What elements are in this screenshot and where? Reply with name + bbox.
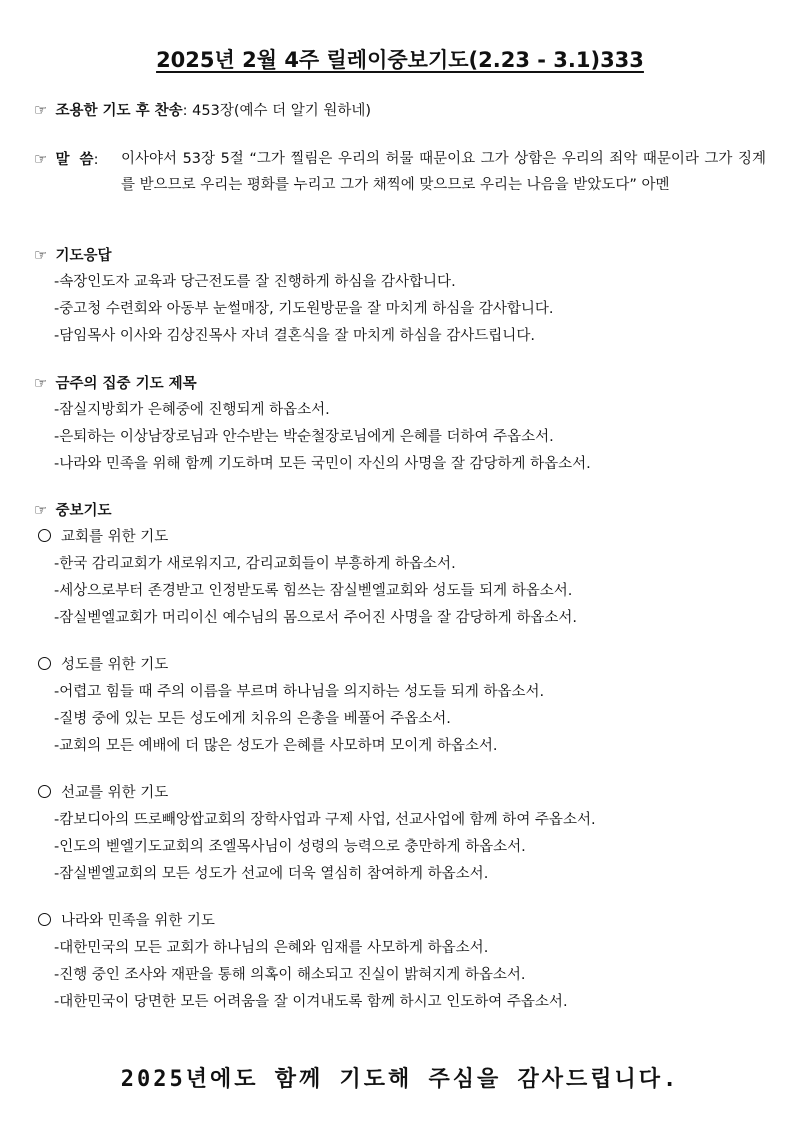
page-title: 2025년 2월 4주 릴레이중보기도(2.23 - 3.1)333	[156, 48, 644, 72]
hymn-label: 조용한 기도 후 찬송	[55, 103, 183, 119]
list-item: -어렵고 힘들 때 주의 이름을 부르며 하나님을 의지하는 성도들 되게 하옵소서.	[54, 684, 545, 700]
list-item: -한국 감리교회가 새로워지고, 감리교회들이 부흥하게 하옵소서.	[54, 556, 456, 572]
pointing-hand-icon: ☞	[34, 246, 48, 264]
section-title-saints: 성도를 위한 기도	[38, 655, 168, 675]
pointing-hand-icon: ☞	[34, 150, 48, 168]
scripture-label: 말 씀	[55, 152, 94, 168]
list-item: -대한민국의 모든 교회가 하나님의 은혜와 임재를 사모하게 하옵소서.	[54, 940, 489, 956]
scripture-label-line: ☞ 말 씀:	[34, 150, 99, 168]
pointing-hand-icon: ☞	[34, 101, 48, 119]
hymn-line	[34, 100, 371, 121]
circle-bullet-icon	[38, 913, 51, 926]
circle-bullet-icon	[38, 529, 51, 542]
list-item: -잠실벧엘교회가 머리이신 예수님의 몸으로서 주어진 사명을 잘 감당하게 하옵소서.	[54, 610, 577, 626]
section-title-mission: 선교를 위한 기도	[38, 783, 168, 803]
list-item: -교회의 모든 예배에 더 많은 성도가 은혜를 사모하며 모이게 하옵소서.	[54, 738, 498, 754]
list-item: -속장인도자 교육과 당근전도를 잘 진행하게 하심을 감사합니다.	[54, 274, 456, 290]
list-item: -대한민국이 당면한 모든 어려움을 잘 이겨내도록 함께 하시고 인도하여 주옵소서.	[54, 994, 568, 1010]
list-item: -세상으로부터 존경받고 인정받도록 힘쓰는 잠실벧엘교회와 성도들 되게 하옵소서.	[54, 583, 573, 599]
list-item: -나라와 민족을 위해 함께 기도하며 모든 국민이 자신의 사명을 잘 감당하게 하옵소서.	[54, 456, 591, 472]
list-item: -캄보디아의 뜨로빼앙쌉교회의 장학사업과 구제 사업, 선교사업에 함께 하여 주옵소서.	[54, 812, 596, 828]
section-title-nation: 나라와 민족을 위한 기도	[38, 911, 215, 931]
pointing-hand-icon: ☞	[34, 374, 48, 392]
pointing-hand-icon: ☞	[34, 501, 48, 519]
list-item: -질병 중에 있는 모든 성도에게 치유의 은총을 베풀어 주옵소서.	[54, 711, 451, 727]
closing-message: 2025년에도 함께 기도해 주심을 감사드립니다.	[120, 1067, 680, 1092]
list-item: -인도의 벧엘기도교회의 조엘목사님이 성령의 능력으로 충만하게 하옵소서.	[54, 839, 526, 855]
list-item: -진행 중인 조사와 재판을 통해 의혹이 해소되고 진실이 밝혀지게 하옵소서.	[54, 967, 526, 983]
hymn-value: : 453장(예수 더 알기 원하네)	[182, 103, 372, 119]
circle-bullet-icon	[38, 785, 51, 798]
list-item: -잠실벧엘교회의 모든 성도가 선교에 더욱 열심히 참여하게 하옵소서.	[54, 866, 489, 882]
list-item: -잠실지방회가 은혜중에 진행되게 하옵소서.	[54, 402, 330, 418]
list-item: -은퇴하는 이상남장로님과 안수받는 박순철장로님에게 은혜를 더하여 주옵소서.	[54, 429, 554, 445]
circle-bullet-icon	[38, 657, 51, 670]
list-item: -담임목사 이사와 김상진목사 자녀 결혼식을 잘 마치게 하심을 감사드립니다.	[54, 328, 535, 344]
section-title-church: 교회를 위한 기도	[38, 527, 168, 547]
scripture-text: 이사야서 53장 5절 “그가 찔림은 우리의 허물 때문이요 그가 상함은 우리의 죄악 때문이라 그가 징계를 받으므로 우리는 평화를 누리고 그가 채찍에 맞으므로 우리는 나음을 받았도다” 아멘	[121, 151, 766, 193]
list-item: -중고청 수련회와 아동부 눈썰매장, 기도원방문을 잘 마치게 하심을 감사합니다.	[54, 301, 554, 317]
focus-heading: ☞ 금주의 집중 기도 제목	[34, 374, 197, 392]
intercession-heading: ☞ 중보기도	[34, 501, 112, 519]
answered-heading: ☞ 기도응답	[34, 246, 112, 264]
